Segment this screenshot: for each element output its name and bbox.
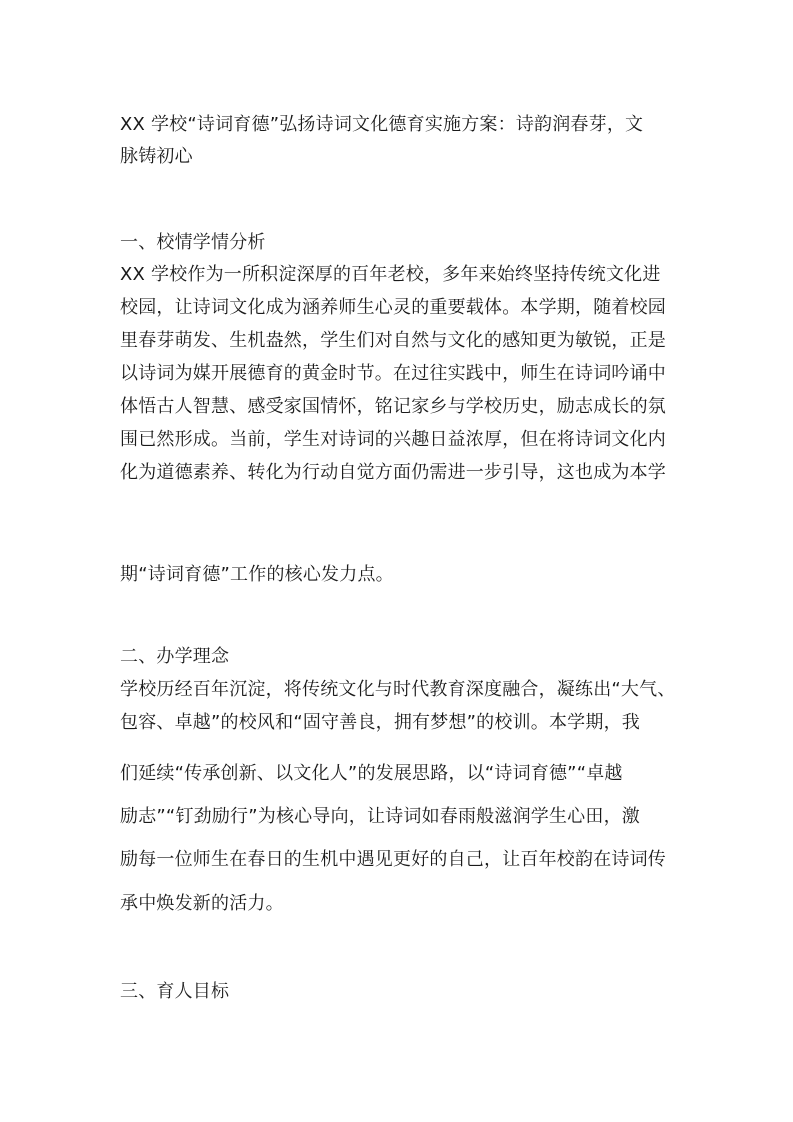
section-2-paragraph-line: 励每一位师生在春日的生机中遇见更好的自己，让百年校韵在诗词传: [120, 849, 666, 870]
section-1-paragraph-line: 围已然形成。当前，学生对诗词的兴趣日益浓厚，但在将诗词文化内: [120, 429, 666, 450]
section-1-paragraph-line: 体悟古人智慧、感受家国情怀，铭记家乡与学校历史，励志成长的氛: [120, 396, 666, 417]
section-heading-1: 一、校情学情分析: [120, 232, 266, 253]
section-1-paragraph-line: 校园，让诗词文化成为涵养师生心灵的重要载体。本学期，随着校园: [120, 297, 666, 318]
section-heading-2: 二、办学理念: [120, 646, 230, 667]
section-1-paragraph-line: XX 学校作为一所积淀深厚的百年老校，多年来始终坚持传统文化进: [120, 264, 661, 285]
section-1-paragraph-line: 期“诗词育德”工作的核心发力点。: [120, 564, 394, 585]
section-1-paragraph-line: 里春芽萌发、生机盎然，学生们对自然与文化的感知更为敏锐，正是: [120, 330, 666, 351]
section-2-paragraph-line: 包容、卓越”的校风和“固守善良，拥有梦想”的校训。本学期，我: [120, 712, 640, 733]
section-2-paragraph-line: 励志”“钉劲励行”为核心导向，让诗词如春雨般滋润学生心田，激: [120, 806, 640, 827]
document-title-line-2: 脉铸初心: [120, 146, 193, 167]
section-2-paragraph-line: 们延续“传承创新、以文化人”的发展思路，以“诗词育德”“卓越: [120, 763, 623, 784]
document-title-line-1: XX 学校“诗词育德”弘扬诗词文化德育实施方案：诗韵润春芽，文: [120, 114, 644, 135]
section-1-paragraph-line: 化为道德素养、转化为行动自觉方面仍需进一步引导，这也成为本学: [120, 462, 666, 483]
section-2-paragraph-line: 承中焕发新的活力。: [120, 893, 284, 914]
section-2-paragraph-line: 学校历经百年沉淀，将传统文化与时代教育深度融合，凝练出“大气、: [120, 679, 676, 700]
section-1-paragraph-line: 以诗词为媒开展德育的黄金时节。在过往实践中，师生在诗词吟诵中: [120, 363, 666, 384]
section-heading-3: 三、育人目标: [120, 981, 230, 1002]
